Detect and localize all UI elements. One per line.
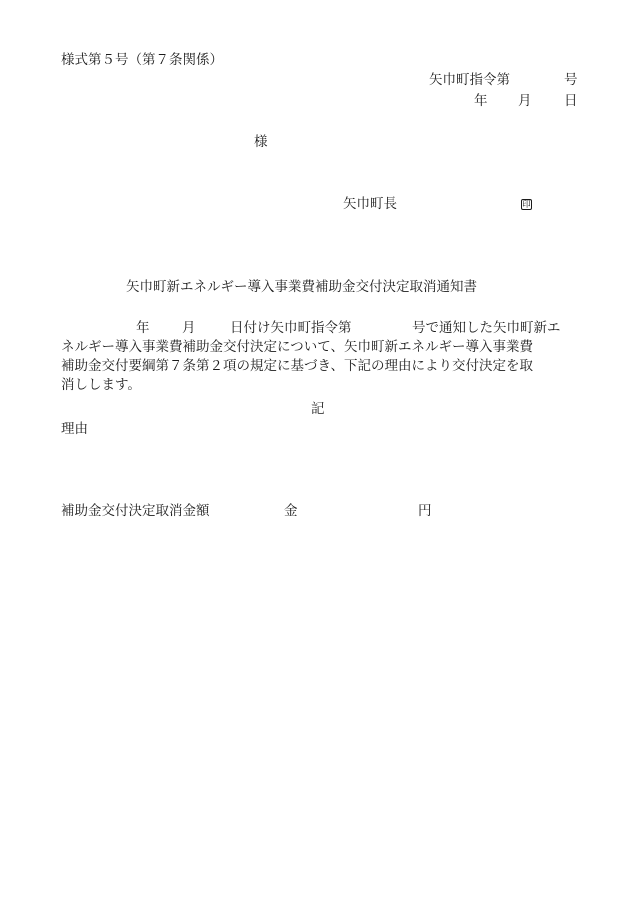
body-text-line-1: 号で通知した矢巾町新エ (412, 320, 561, 336)
amount-label: 補助金交付決定取消金額 (61, 503, 210, 519)
notice-number-prefix: 矢巾町指令第 (429, 72, 510, 88)
body-text-line-3: 補助金交付要綱第７条第２項の規定に基づき、下記の理由により交付決定を取 (61, 358, 533, 374)
date-day: 日 (564, 93, 578, 109)
body-text-line-2: ネルギー導入事業費補助金交付決定について、矢巾町新エネルギー導入事業費 (61, 339, 533, 355)
notice-number-suffix: 号 (564, 72, 578, 88)
seal-icon: 印 (522, 200, 531, 210)
amount-currency-prefix: 金 (284, 503, 298, 519)
issuer-title: 矢巾町長 (343, 196, 397, 212)
body-date-reference: 日付け矢巾町指令第 (230, 320, 352, 336)
date-year: 年 (474, 93, 488, 109)
body-date-month: 月 (182, 320, 196, 336)
body-text-line-4: 消しします。 (61, 377, 141, 393)
document-title: 矢巾町新エネルギー導入事業費補助金交付決定取消通知書 (126, 279, 477, 295)
record-marker: 記 (311, 401, 325, 417)
amount-unit: 円 (418, 503, 432, 519)
date-month: 月 (518, 93, 532, 109)
reason-label: 理由 (61, 421, 88, 437)
addressee-honorific: 様 (254, 134, 268, 150)
body-date-year: 年 (136, 320, 150, 336)
issuer-seal (521, 196, 532, 213)
form-label: 様式第５号（第７条関係） (61, 52, 223, 68)
